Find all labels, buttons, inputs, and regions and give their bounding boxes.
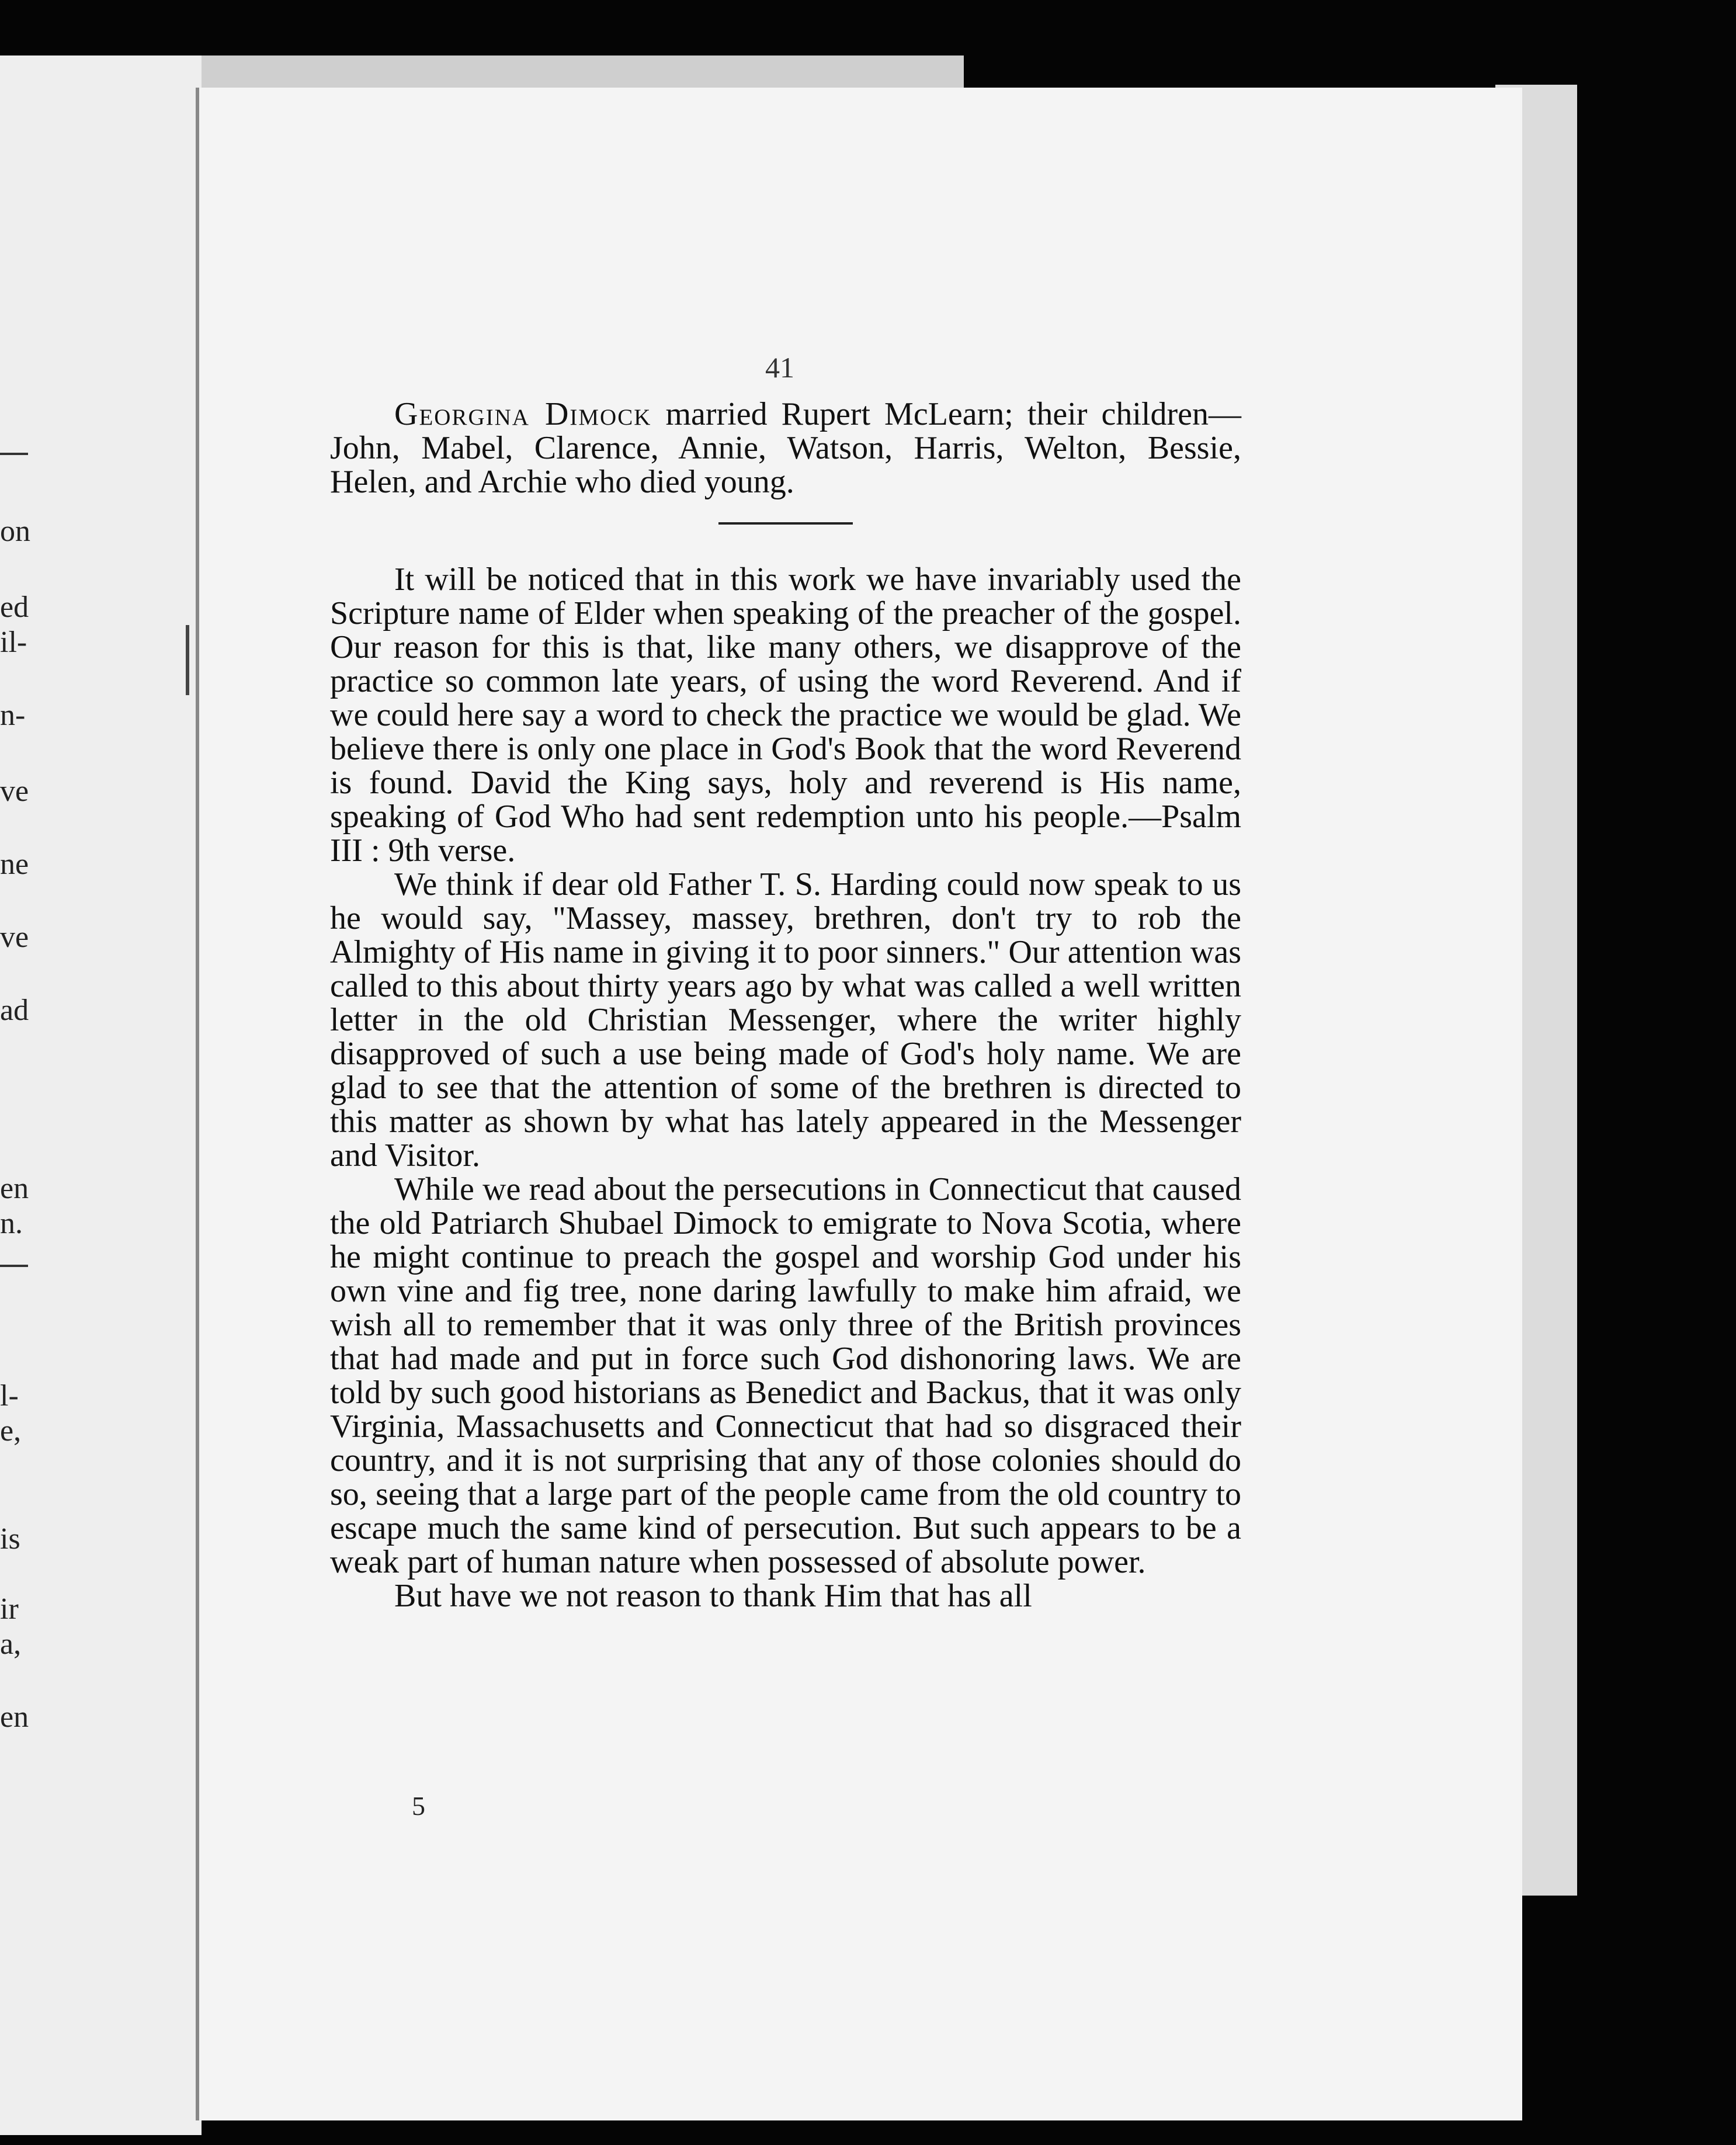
facing-page xyxy=(0,55,202,2135)
paragraph: But have we not reason to thank Him that has all xyxy=(394,1578,1032,1614)
fragment: ne xyxy=(0,848,29,881)
fragment: a, xyxy=(0,1627,22,1661)
fragment-rule xyxy=(0,453,28,455)
fragment: ad xyxy=(0,994,29,1027)
paragraph: We think if dear old Father T. S. Harding could now speak to us he would say, "Massey, massey, brethren, don't try to rob the Almighty of His name in giving it to poor sinners." Our attention was called to this about thirty years ago by what was called a well written letter in the old Christian Messenger, where the writer highly disapproved of such a use being made of God's holy name. We are glad to see that the attention of some of the brethren is directed to this matter as shown by what has lately appeared in the Messenger and Visitor. xyxy=(330,866,1241,1174)
fragment: ed xyxy=(0,591,29,624)
genealogy-paragraph xyxy=(330,397,1241,499)
fragment: il- xyxy=(0,626,27,659)
fragment: ir xyxy=(0,1592,19,1626)
fragment: l- xyxy=(0,1379,19,1412)
gutter-mark xyxy=(186,625,189,695)
fragment: is xyxy=(0,1522,20,1556)
fragment: ve xyxy=(0,921,29,954)
person-name: Georgina Dimock xyxy=(394,396,652,432)
facing-page-text-fragments xyxy=(0,429,117,1773)
signature-mark: 5 xyxy=(412,1791,425,1821)
paragraph: It will be noticed that in this work we have invariably used the Scripture name of Elder when speaking of the preacher of the gospel. Our reason for this is that, like many others, we disapprove of the practice so common late years, of using the word Reverend. And if we could here say a word to check the practice we would be glad. We believe there is only one place in God's Book that the word Reverend is found. David the King says, holy and reverend is His name, speaking of God Who had sent redemption unto his people.—Psalm III : 9th verse. xyxy=(330,561,1241,869)
section-divider xyxy=(718,522,853,525)
fragment: e, xyxy=(0,1414,22,1448)
genealogy-text: married Rupert McLearn; their children—John, Mabel, Clarence, Annie, Watson, Harris, Welton, Bessie, Helen, and Archie who died young. xyxy=(330,396,1241,500)
fragment: n. xyxy=(0,1207,23,1240)
fragment: ve xyxy=(0,775,29,808)
fragment: on xyxy=(0,515,30,548)
fragment: n- xyxy=(0,699,26,732)
fragment-rule xyxy=(0,1265,28,1267)
page-body xyxy=(330,397,1241,1613)
paragraph: While we read about the persecutions in Connecticut that caused the old Patriarch Shubael Dimock to emigrate to Nova Scotia, where he might continue to preach the gospel and worship God under his own vine and fig tree, none daring lawfully to make him afraid, we wish all to remember that it was only three of the British provinces that had made and put in force such God dishonoring laws. We are told by such good historians as Benedict and Backus, that it was only Virginia, Massachusetts and Connecticut that had so disgraced their country, and it is not surprising that any of those colonies should do so, seeing that a large part of the people came from the old country to escape much the same kind of persecution. But such appears to be a weak part of human nature when possessed of absolute power. xyxy=(330,1171,1241,1580)
fragment: en xyxy=(0,1172,29,1205)
fragment: en xyxy=(0,1700,29,1734)
page-number: 41 xyxy=(765,351,794,384)
